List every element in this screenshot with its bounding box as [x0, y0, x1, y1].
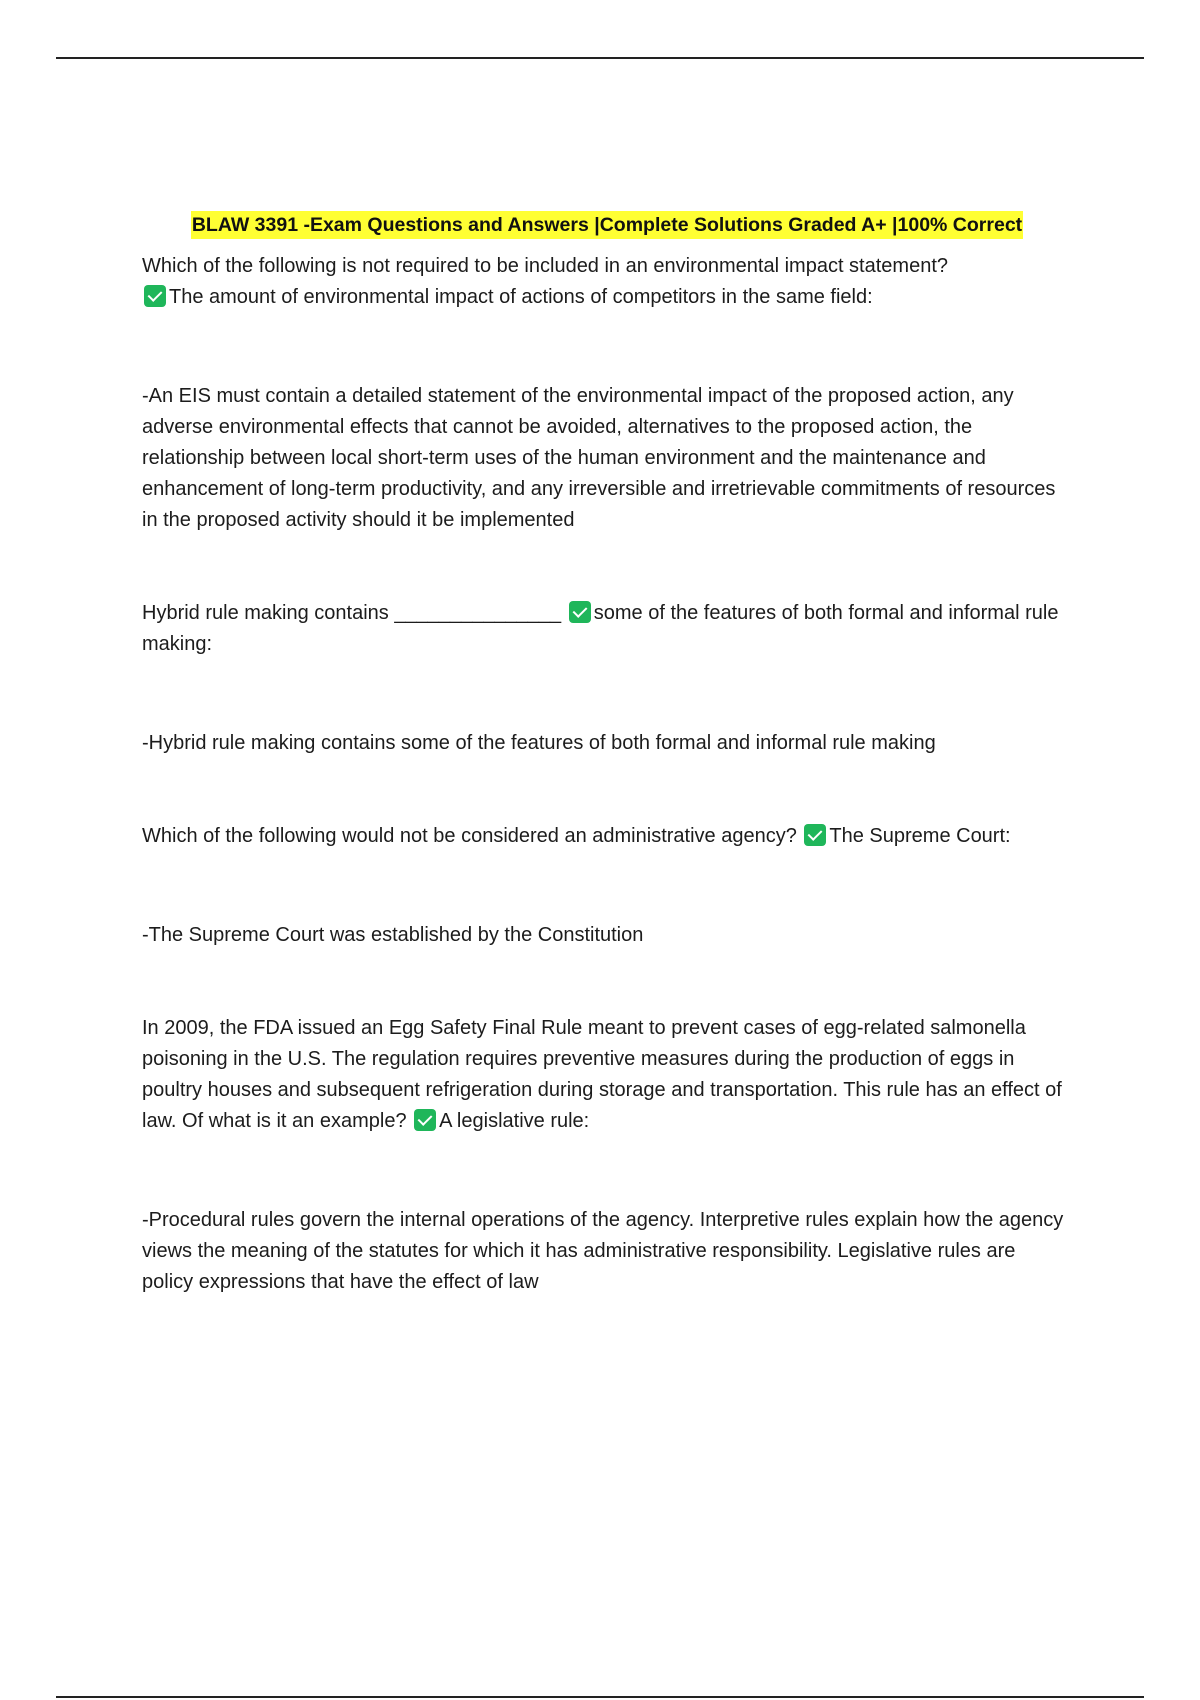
- explanation-text: -An EIS must contain a detailed statement of the environmental impact of the proposed action, any adverse environmental effects that cannot be avoided, alternatives to the proposed action, the relationship between local short-term uses of the human environment and the maintenance and enhancement of long-term productivity, and any irreversible and irretrievable commitments of resources in the proposed activity should it be implemented: [142, 385, 1056, 531]
- check-mark-icon: [804, 824, 826, 846]
- question-text: Hybrid rule making contains _______________: [142, 602, 562, 624]
- question-text: Which of the following would not be considered an administrative agency?: [142, 825, 797, 847]
- answer-text: A legislative rule:: [439, 1110, 590, 1132]
- header-rule: [56, 57, 1144, 59]
- qa-item: [142, 821, 1072, 852]
- check-mark-icon: [569, 601, 591, 623]
- explanation-text: -Procedural rules govern the internal operations of the agency. Interpretive rules explain how the agency views the meaning of the statutes for which it has administrative responsibility. Legislative rules are policy expressions that have the effect of law: [142, 1209, 1064, 1293]
- document-body: [142, 210, 1072, 1298]
- qa-item: [142, 251, 1072, 313]
- explanation-text: -Hybrid rule making contains some of the features of both formal and informal rule making: [142, 732, 936, 754]
- answer-text: The Supreme Court:: [829, 825, 1011, 847]
- title-block: [142, 210, 1072, 241]
- answer-text: The amount of environmental impact of actions of competitors in the same field:: [169, 286, 873, 308]
- check-mark-icon: [144, 285, 166, 307]
- footer-rule: [56, 1696, 1144, 1698]
- question-text: In 2009, the FDA issued an Egg Safety Final Rule meant to prevent cases of egg-related salmonella poisoning in the U.S. The regulation requires preventive measures during the production of eggs in poultry houses and subsequent refrigeration during storage and transportation. This rule has an effect of law. Of what is it an example?: [142, 1017, 1062, 1132]
- question-text: Which of the following is not required to be included in an environmental impact statement?: [142, 255, 949, 277]
- explanation-text: -The Supreme Court was established by the Constitution: [142, 924, 644, 946]
- document-title: BLAW 3391 -Exam Questions and Answers |Complete Solutions Graded A+ |100% Correct: [191, 211, 1023, 239]
- answer-text: some of the features of both formal and informal rule making:: [142, 602, 1059, 655]
- qa-item: [142, 1013, 1072, 1137]
- qa-item: [142, 598, 1072, 660]
- check-mark-icon: [414, 1109, 436, 1131]
